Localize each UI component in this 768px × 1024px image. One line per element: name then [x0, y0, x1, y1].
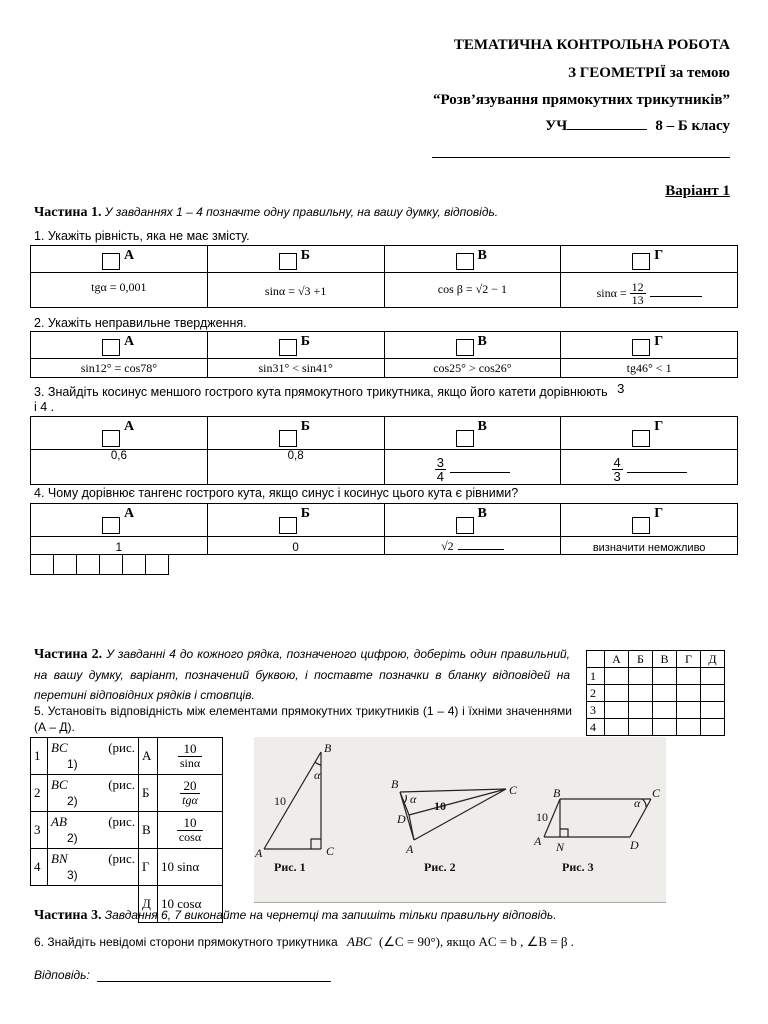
fig2-angle: α [410, 792, 417, 806]
right-letter: Д [139, 886, 158, 923]
grid-row-header: 4 [587, 719, 605, 736]
right-letter: Б [139, 775, 158, 812]
fig2-vertex-c: C [509, 783, 518, 797]
fig2-vertex-b: B [391, 777, 399, 791]
answer-label: Відповідь: [34, 968, 90, 982]
q1-answer-d: sinα = $\frac{12}{13}$ [561, 281, 737, 307]
fig2-vertex-a: A [406, 842, 414, 856]
code-box[interactable] [122, 554, 146, 575]
grid-col-header: В [653, 651, 677, 668]
right-letter: В [139, 812, 158, 849]
fig1-caption: Рис. 1 [274, 860, 306, 874]
q4-checkbox-a[interactable] [102, 517, 120, 534]
q2-option-d[interactable]: Г [561, 332, 738, 359]
q1-option-d[interactable]: Г [561, 246, 738, 273]
figures-panel [254, 737, 666, 903]
q1-checkbox-d[interactable] [632, 253, 650, 270]
doc-subtitle: З ГЕОМЕТРІЇ за темою [568, 65, 730, 81]
grid-cell[interactable] [605, 719, 629, 736]
part3-title: Частина 3. [34, 908, 102, 923]
grid-col-header: Г [677, 651, 701, 668]
q3-checkbox-d[interactable] [632, 430, 650, 447]
fig1-angle: α [314, 768, 321, 782]
q4-answer-b: 0 [292, 542, 299, 554]
fig2-vertex-d: D [397, 812, 406, 826]
left-num: 3 [31, 812, 48, 849]
grid-cell[interactable] [653, 685, 677, 702]
q4-option-a[interactable]: А [31, 504, 208, 537]
grid-cell[interactable] [677, 719, 701, 736]
q2-answer-a: sin12° = cos78° [80, 361, 158, 375]
q3-checkbox-a[interactable] [102, 430, 120, 447]
q4-answer-d: визначити неможливо [592, 542, 706, 554]
name-blank-line[interactable] [432, 157, 730, 158]
left-num: 2 [31, 775, 48, 812]
right-letter: Г [139, 849, 158, 886]
right-value: $\frac{20}{\text{tgα}}$ [158, 775, 223, 812]
code-box[interactable] [99, 554, 123, 575]
q1-checkbox-a[interactable] [102, 253, 120, 270]
q4-option-c[interactable]: В [384, 504, 561, 537]
q6-text: 6. Знайдіть невідомі сторони прямокутного трикутника ABC (∠C = 90°), якщо AC = b , ∠B = β . [34, 934, 574, 949]
grid-cell[interactable] [605, 702, 629, 719]
grid-cell[interactable] [605, 668, 629, 685]
grid-cell[interactable] [629, 719, 653, 736]
q4-checkbox-d[interactable] [632, 517, 650, 534]
fig3-angle: α [634, 796, 641, 810]
right-letter: А [139, 738, 158, 775]
answer-input[interactable] [97, 969, 331, 982]
q3-option-c[interactable]: В [384, 417, 561, 450]
q3-answer-c: $\frac{3}{4}$ [385, 456, 561, 484]
fig2-caption: Рис. 2 [424, 860, 456, 874]
fig3-vertex-a: A [534, 834, 542, 848]
answer-code-boxes [30, 554, 168, 575]
q1-text: 1. Укажіть рівність, яка не має змісту. [34, 229, 250, 243]
q3-option-a[interactable]: А [31, 417, 208, 450]
part2-title: Частина 2. [34, 647, 103, 662]
q4-option-b[interactable]: Б [207, 504, 384, 537]
q3-answer-b: 0,8 [287, 450, 304, 462]
fig2-side-label: 10 [434, 799, 446, 813]
q2-answer-c: cos25° > cos26° [433, 361, 512, 375]
q4-text: 4. Чому дорівнює тангенс гострого кута, якщо синус і косинус цього кута є рівними? [34, 486, 519, 500]
q3-text-cont: і 4 . [34, 400, 55, 414]
left-item: BC (рис. 2) [48, 775, 139, 812]
q3-option-b[interactable]: Б [207, 417, 384, 450]
q2-answer-b: sin31° < sin41° [258, 361, 333, 375]
left-item: BN (рис. 3) [48, 849, 139, 886]
class-label: 8 – Б класу [655, 118, 730, 134]
grid-col-header: Д [701, 651, 725, 668]
code-box[interactable] [76, 554, 100, 575]
answer-line [34, 968, 331, 982]
q4-checkbox-b[interactable] [279, 517, 297, 534]
q2-checkbox-b[interactable] [279, 339, 297, 356]
q1-checkbox-c[interactable] [456, 253, 474, 270]
left-item: AB (рис. 2) [48, 812, 139, 849]
code-box[interactable] [30, 554, 54, 575]
grid-cell[interactable] [629, 702, 653, 719]
part2-instruction-3: позначки в бланку відповідей на перетині відповідних рядків і стовпців. [34, 668, 571, 702]
q1-answer-a: tgα = 0,001 [91, 280, 147, 294]
student-line [545, 118, 730, 135]
q4-answer-c: √2 [385, 539, 561, 554]
part3-heading [34, 907, 557, 924]
q1-checkbox-b[interactable] [279, 253, 297, 270]
grid-cell[interactable] [677, 702, 701, 719]
grid-cell[interactable] [653, 702, 677, 719]
grid-cell[interactable] [653, 668, 677, 685]
q2-option-a[interactable]: А [31, 332, 208, 359]
q4-options [30, 503, 738, 555]
q1-option-b[interactable]: Б [207, 246, 384, 273]
q3-checkbox-b[interactable] [279, 430, 297, 447]
q1-options [30, 245, 738, 308]
q4-checkbox-c[interactable] [456, 517, 474, 534]
grid-cell[interactable] [701, 668, 725, 685]
q2-checkbox-c[interactable] [456, 339, 474, 356]
code-box[interactable] [145, 554, 169, 575]
left-item: BC (рис. 1) [48, 738, 139, 775]
fig3-side-label: 10 [536, 810, 548, 824]
grid-cell[interactable] [677, 685, 701, 702]
q1-option-a[interactable]: А [31, 246, 208, 273]
doc-title: ТЕМАТИЧНА КОНТРОЛЬНА РОБОТА [453, 37, 730, 53]
fig3-caption: Рис. 3 [562, 860, 594, 874]
grid-row-header: 1 [587, 668, 605, 685]
part2-instruction-1: У завданні 4 до кожного рядка, позначеного цифрою, доберіть [106, 647, 467, 661]
part3-instruction: Завдання 6, 7 виконайте на чернетці та запишіть тільки правильну відповідь. [104, 908, 557, 922]
student-name-blank[interactable] [567, 129, 647, 130]
q2-option-c[interactable]: В [384, 332, 561, 359]
q2-text: 2. Укажіть неправильне твердження. [34, 316, 247, 330]
fig3-vertex-b: B [553, 786, 561, 800]
part2-heading [34, 644, 570, 705]
right-value: $\frac{10}{\cos\alpha}$ [158, 812, 223, 849]
q1-answer-b: sinα = √3 +1 [264, 284, 327, 298]
grid-cell[interactable] [701, 702, 725, 719]
q2-options [30, 331, 738, 378]
matching-table [30, 737, 223, 923]
q3-answer-d: $\frac{4}{3}$ [561, 456, 737, 484]
q4-option-d[interactable]: Г [561, 504, 738, 537]
left-num: 1 [31, 738, 48, 775]
part1-title: Частина 1. [34, 205, 102, 220]
grid-row-header: 2 [587, 685, 605, 702]
code-box[interactable] [53, 554, 77, 575]
figures-drawing [254, 737, 666, 902]
fig1-vertex-c: C [326, 844, 335, 858]
q4-answer-a: 1 [115, 542, 123, 554]
q3-option-d[interactable]: Г [561, 417, 738, 450]
grid-cell[interactable] [677, 668, 701, 685]
student-prefix: УЧ [545, 118, 568, 134]
left-num: 4 [31, 849, 48, 886]
grid-cell[interactable] [629, 685, 653, 702]
q2-answer-d: tg46° < 1 [626, 361, 672, 375]
q2-option-b[interactable]: Б [207, 332, 384, 359]
part2-instruction-2: один правильний, на вашу думку, варіант, позначений буквою, і поставте [34, 647, 570, 682]
q2-checkbox-d[interactable] [632, 339, 650, 356]
q3-text: 3. Знайдіть косинус меншого гострого кута прямокутного трикутника, якщо його катети дорівнюють 3 [34, 381, 625, 399]
fig3-vertex-c: C [652, 786, 661, 800]
q1-option-c[interactable]: В [384, 246, 561, 273]
right-value: 10 sinα [158, 849, 223, 886]
q1-answer-c: cos β = √2 − 1 [437, 282, 507, 296]
doc-topic: “Розв’язування прямокутних трикутників” [433, 92, 730, 108]
figure-1 [264, 752, 321, 849]
fig1-vertex-b: B [324, 741, 332, 755]
grid-cell[interactable] [605, 685, 629, 702]
variant-label: Варіант 1 [665, 183, 730, 199]
right-value: 10 cosα [158, 886, 223, 923]
q5-text: 5. Установіть відповідність між елементами прямокутних трикутників (1 – 4) і їхніми значеннями (А – Д). [34, 704, 573, 734]
grid-row-header: 3 [587, 702, 605, 719]
grid-cell[interactable] [701, 719, 725, 736]
q3-checkbox-c[interactable] [456, 430, 474, 447]
right-value: $\frac{10}{\sin\alpha}$ [158, 738, 223, 775]
grid-cell[interactable] [653, 719, 677, 736]
grid-col-header: А [605, 651, 629, 668]
grid-col-header: Б [629, 651, 653, 668]
fig3-vertex-d: D [630, 838, 639, 852]
q3-answer-a: 0,6 [110, 450, 127, 462]
q3-options [30, 416, 738, 485]
part1-heading [34, 204, 498, 221]
grid-cell[interactable] [701, 685, 725, 702]
grid-cell[interactable] [629, 668, 653, 685]
fig1-vertex-a: A [255, 846, 263, 860]
fig3-vertex-n: N [556, 840, 565, 854]
q2-checkbox-a[interactable] [102, 339, 120, 356]
part1-instruction: У завданнях 1 – 4 позначте одну правильну, на вашу думку, відповідь. [104, 205, 499, 219]
fig1-side-label: 10 [274, 794, 286, 808]
answer-grid [586, 650, 725, 736]
